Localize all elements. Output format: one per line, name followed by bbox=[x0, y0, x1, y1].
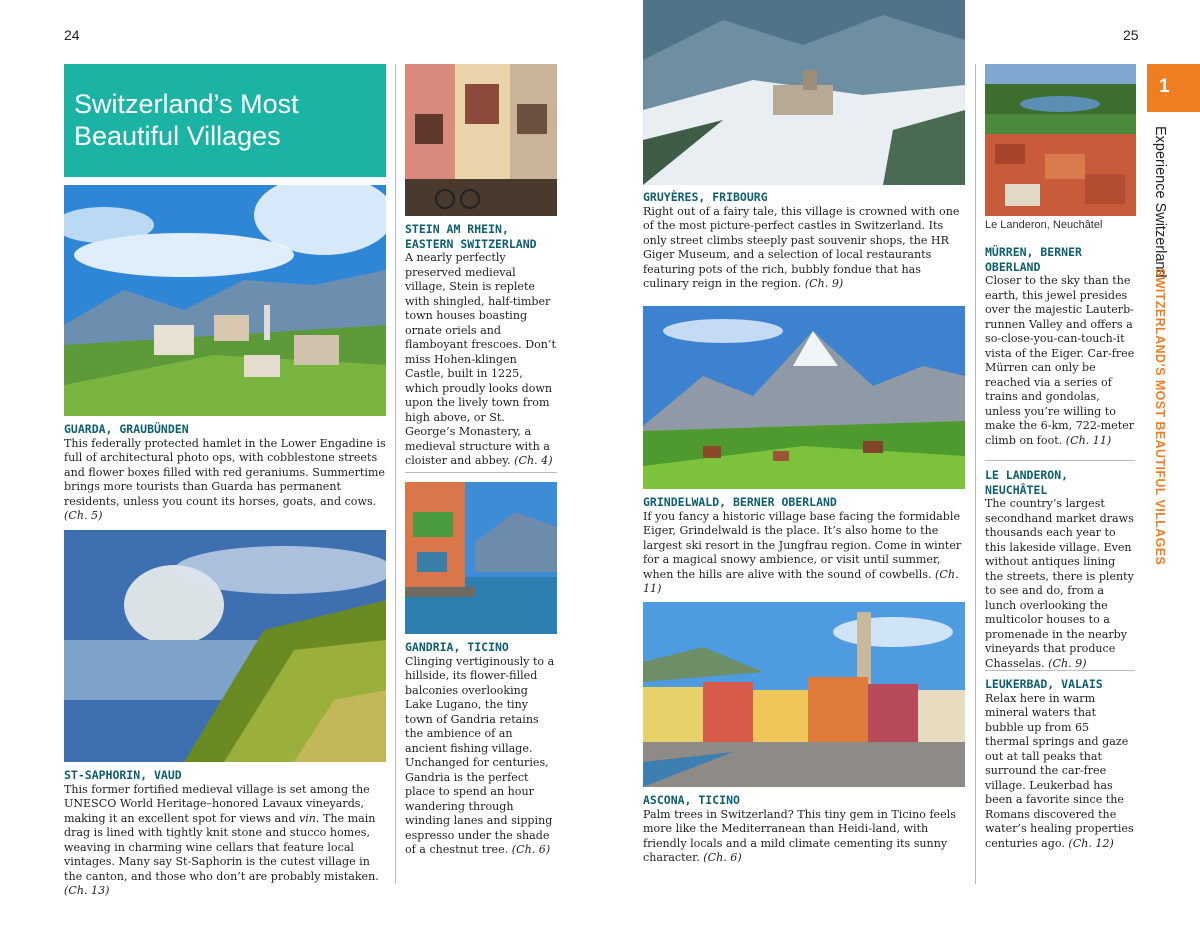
entry-guarda bbox=[64, 422, 386, 524]
st-saphorin-photo bbox=[64, 530, 386, 762]
entry-stein-am-rhein bbox=[405, 222, 557, 469]
chapter-title-vertical: SWITZERLAND’S MOST BEAUTIFUL VILLAGES bbox=[1153, 268, 1167, 566]
column-divider bbox=[395, 64, 396, 884]
chapter-ref: (Ch. 9) bbox=[1048, 656, 1087, 670]
page-title: Switzerland’s Most Beautiful Villages bbox=[74, 89, 299, 151]
title-block bbox=[64, 64, 386, 177]
entry-body-emphasis: vin bbox=[298, 811, 316, 825]
entry-divider bbox=[405, 472, 557, 473]
entry-body: Clinging vertiginously to a hillside, its flower-filled balconies overlooking Lake Lugano, the tiny town of Gandria retains the ambience of an ancient fishing village. Unchanged for centuries, Gandria is the perfect place to spend an hour wandering through winding lanes and sipping espresso under the shade of a chestnut tree. bbox=[405, 654, 555, 856]
entry-heading: GANDRIA, TICINO bbox=[405, 640, 509, 654]
chapter-ref: (Ch. 5) bbox=[64, 509, 103, 522]
entry-heading: STEIN AM RHEIN, EASTERN SWITZERLAND bbox=[405, 222, 537, 251]
entry-ascona bbox=[643, 793, 965, 866]
grindelwald-photo bbox=[643, 306, 965, 489]
entry-heading: GUARDA, GRAUBÜNDEN bbox=[64, 422, 189, 436]
guarda-photo bbox=[64, 185, 386, 416]
right-page-number: 25 bbox=[1123, 27, 1139, 43]
chapter-ref: (Ch. 9) bbox=[804, 277, 844, 290]
entry-body: Palm trees in Switzerland? This tiny gem in Ticino feels more like the Mediterranean than Heidi-land, with friendly locals and a mild climate cementing its sunny character. bbox=[643, 807, 956, 864]
le-landeron-photo bbox=[985, 64, 1136, 216]
entry-body: A nearly perfectly preserved medieval village, Stein is replete with shingled, half-timber town houses boasting ornate oriels and flamboyant frescoes. Don’t miss Hohen-klingen Castle, built in 1225, which proudly looks down upon the lively town from high above, or St. George’s Monastery, a medieval structure with a cloister and abbey. bbox=[405, 251, 556, 467]
entry-heading: MÜRREN, BERNER OBERLAND bbox=[985, 245, 1082, 274]
entry-body: This federally protected hamlet in the Lower Engadine is full of architectural photo ops, with cobblestone streets and flower boxes filled with red geraniums. Summertime brings more tourists than Guarda has permanent residents, unless you count its horses, goats, and cows. bbox=[64, 436, 386, 508]
entry-grindelwald bbox=[643, 495, 965, 597]
gandria-photo bbox=[405, 482, 557, 634]
entry-heading: ST-SAPHORIN, VAUD bbox=[64, 768, 182, 782]
photo-caption: Le Landeron, Neuchâtel bbox=[985, 219, 1103, 231]
section-title-vertical: Experience Switzerland bbox=[1152, 126, 1168, 278]
entry-murren bbox=[985, 245, 1136, 448]
entry-st-saphorin bbox=[64, 768, 386, 899]
stein-am-rhein-photo bbox=[405, 64, 557, 216]
entry-heading: GRUYÈRES, FRIBOURG bbox=[643, 190, 768, 204]
ascona-photo bbox=[643, 602, 965, 787]
gruyeres-photo bbox=[643, 0, 965, 185]
chapter-ref: (Ch. 12) bbox=[1068, 836, 1114, 850]
chapter-ref: (Ch. 4) bbox=[514, 454, 553, 467]
entry-body: This former fortified medieval village is set among the UNESCO World Heritage–honored Lavaux vineyards, making it an excellent spot for views and bbox=[64, 782, 370, 825]
entry-gruyeres bbox=[643, 190, 965, 292]
entry-gandria bbox=[405, 640, 557, 858]
chapter-tab bbox=[1147, 64, 1200, 112]
entry-heading: LEUKERBAD, VALAIS bbox=[985, 677, 1103, 691]
entry-body: Relax here in warm mineral waters that bubble up from 65 thermal springs and gaze out at tall peaks that surround the car-free village. Leukerbad has been a favorite since the Romans discovered the water’s healing properties centuries ago. bbox=[985, 691, 1134, 850]
left-page-number: 24 bbox=[64, 27, 80, 43]
entry-body: Right out of a fairy tale, this village is crowned with one of the most picture-perfect castles in Switzerland. Its only street climbs steeply past souvenir shops, the HR Giger Museum, and a selection of local restaurants featuring pots of the rich, bubbly fondue that has culinary reign in the region. bbox=[643, 204, 960, 290]
chapter-ref: (Ch. 11) bbox=[1065, 433, 1112, 447]
entry-leukerbad bbox=[985, 677, 1136, 851]
entry-body: Closer to the sky than the earth, this jewel presides over the majestic Lauterb-runnen Valley and offers a so-close-you-can-touch-it vista of the Eiger. Car-free Mürren can only be reached via a series of trains and gondolas, unless you’re willing to make the 6-km, 722-meter climb on foot. bbox=[985, 274, 1135, 447]
entry-heading: GRINDELWALD, BERNER OBERLAND bbox=[643, 495, 837, 509]
entry-divider bbox=[985, 460, 1135, 461]
entry-body: . The main drag is lined with tightly knit stone and stucco homes, weaving in charming wine cellars that feature local vintages. Many say St-Saphorin is the cutest village in the canton, and those who don’t are probably mistaken. bbox=[64, 811, 379, 883]
column-divider bbox=[975, 64, 976, 884]
entry-heading: LE LANDERON, NEUCHÂTEL bbox=[985, 468, 1069, 497]
entry-le-landeron bbox=[985, 468, 1136, 671]
entry-body: If you fancy a historic village base facing the formidable Eiger, Grindelwald is the place. It’s also home to the largest ski resort in the Jungfrau region. Come in winter for a magical snowy ambience, or visit until summer, when the hills are alive with the sound of cowbells. bbox=[643, 509, 962, 581]
entry-heading: ASCONA, TICINO bbox=[643, 793, 740, 807]
chapter-number: 1 bbox=[1159, 76, 1170, 97]
chapter-ref: (Ch. 13) bbox=[64, 884, 110, 897]
chapter-ref: (Ch. 11) bbox=[643, 567, 959, 595]
chapter-ref: (Ch. 6) bbox=[703, 851, 742, 864]
chapter-ref: (Ch. 6) bbox=[511, 843, 551, 856]
entry-body: The country’s largest secondhand market draws thousands each year to this lakeside village. Even without antiques lining the streets, there is plenty to see and do, from a lunch overlooking the multicolor houses to a promenade in the nearby vineyards that produce Chasselas. bbox=[985, 497, 1134, 670]
